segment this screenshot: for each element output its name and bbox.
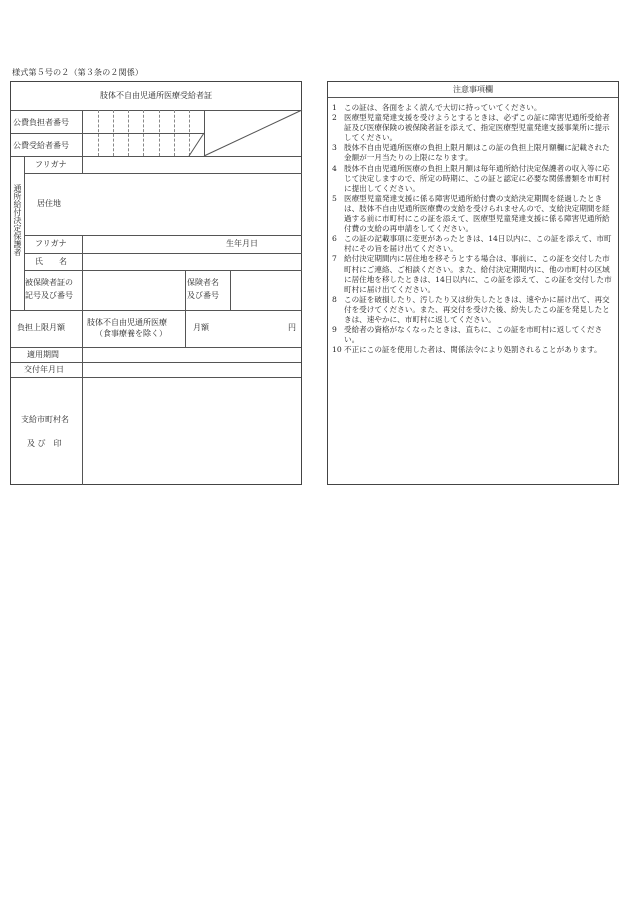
insurer-label: 保険者名 — [187, 278, 219, 287]
address-label: 居住地 — [37, 199, 61, 208]
birthdate-label: 生年月日 — [226, 239, 258, 248]
note-item: 8 この証を破損したり、汚したり又は紛失したときは、速やかに届け出て、再交付を受けてください。また、再交付を受けた後、紛失したこの証を発見したときは、速やかに、市町村に返してください。 — [332, 294, 610, 324]
notes-list — [332, 103, 614, 355]
period-label: 適用期間 — [27, 350, 59, 359]
notes-panel — [327, 81, 619, 485]
guardian-vertical-label: 通所給付決定保護者 — [13, 184, 22, 256]
divider — [11, 347, 301, 348]
divider — [82, 235, 83, 270]
furigana-label: フリガナ — [35, 239, 67, 248]
issue-date-label: 交付年月日 — [24, 365, 64, 374]
divider — [24, 173, 302, 174]
yen-label: 円 — [288, 323, 296, 332]
note-item: 2 医療型児童発達支援を受けようとするときは、必ずこの証に障害児通所受給者証及び医療保険の被保険者証を添えて、指定医療型児童発達支援事業所に提示してください。 — [332, 113, 610, 143]
divider — [24, 270, 302, 271]
divider — [24, 235, 302, 236]
form-label: 様式第５号の２（第３条の２関係） — [12, 67, 144, 77]
insured-card-label: 記号及び番号 — [25, 291, 73, 300]
divider — [230, 270, 231, 310]
insurer-label: 及び番号 — [187, 291, 219, 300]
certificate-form — [10, 81, 302, 485]
payer-number-label: 公費負担者番号 — [13, 118, 69, 127]
divider — [24, 253, 302, 254]
divider — [185, 270, 186, 310]
limit-type-note: （食事療養を除く） — [95, 329, 167, 338]
note-item: 1 この証は、各面をよく読んで大切に持っていてください。 — [332, 103, 542, 112]
note-item: 6 この証の記載事項に変更があったときは、14日以内に、この証を添えて、市町村にその旨を届け出てください。 — [332, 234, 612, 254]
certificate-title: 肢体不自由児通所医療受給者証 — [100, 91, 212, 100]
limit-label: 負担上限月額 — [17, 323, 65, 332]
note-item: 5 医療型児童発達支援に係る障害児通所給付費の支給決定期間を経過したときは、肢体不自由児通所医療費の支給を受けられませんので、支給決定期間を経過する前に市町村にこの証を添えて、医療型児童発達支援に係る障害児通所給付費の支給の再申請をしてください。 — [332, 193, 610, 234]
divider — [82, 270, 83, 310]
insured-card-label: 被保険者証の — [25, 278, 73, 287]
name-label: 氏 名 — [35, 257, 67, 266]
note-item: 9 受給者の資格がなくなったときは、直ちに、この証を市町村に返してください。 — [332, 325, 603, 345]
note-item: 4 肢体不自由児通所医療の負担上限月額は毎年通所給付決定保護者の収入等に応じて決定しますので、所定の時期に、この証と認定に必要な関係書類を市町村に提出してください。 — [332, 163, 610, 193]
divider — [11, 377, 301, 378]
divider — [82, 310, 83, 485]
note-item: 7 給付決定期間内に居住地を移そうとする場合は、事前に、この証を交付した市町村にご連絡、ご相談ください。また、給付決定期間内に、他の市町村の区域に居住地を移したときは、14日以内に、この証を添えて、この証を交付した市町村に届け出てください。 — [332, 254, 612, 294]
limit-type: 肢体不自由児通所医療 — [87, 318, 167, 327]
monthly-label: 月額 — [193, 323, 209, 332]
note-item: 10 不正にこの証を使用した者は、関係法令により処罰されることがあります。 — [332, 345, 602, 355]
divider — [185, 310, 186, 347]
municipality-label: 支給市町村名 — [21, 415, 69, 424]
divider — [11, 310, 301, 311]
furigana-label: フリガナ — [35, 160, 67, 169]
municipality-seal-label: 及 び 印 — [27, 439, 62, 448]
note-item: 3 肢体不自由児通所医療の負担上限月額はこの証の負担上限月額欄に記載された金額が一月当たりの上限になります。 — [332, 143, 610, 163]
divider — [11, 362, 301, 363]
notes-title: 注意事項欄 — [328, 82, 618, 98]
recipient-number-label: 公費受給者番号 — [13, 141, 69, 150]
